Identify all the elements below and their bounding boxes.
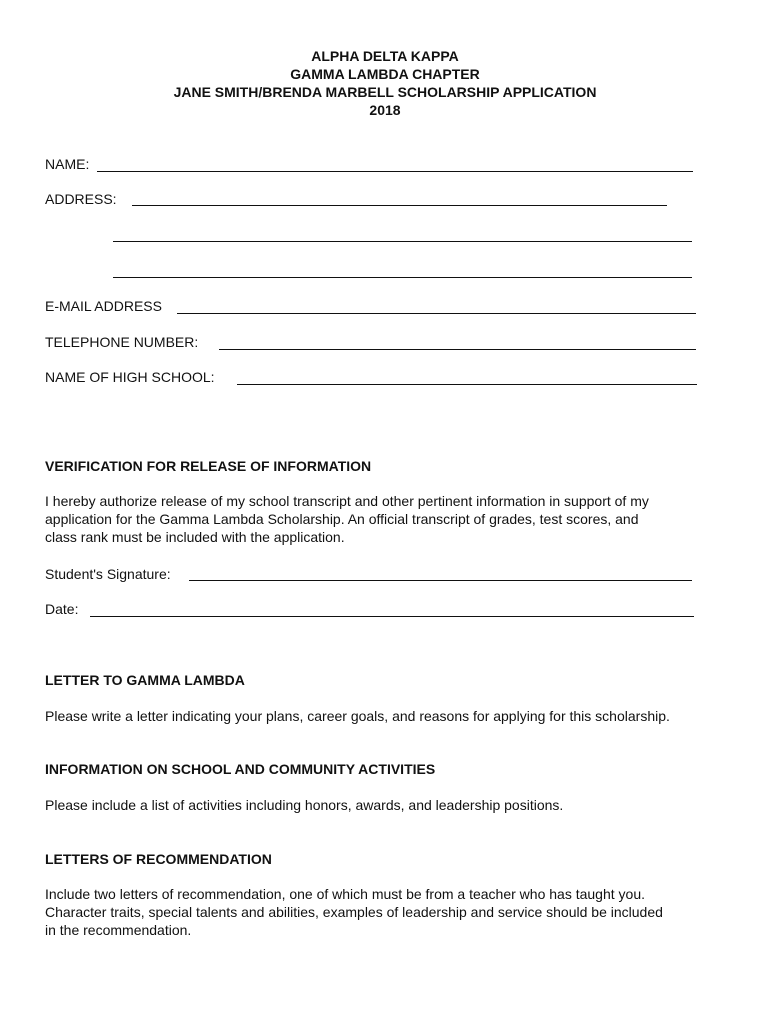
recommendation-text [45,885,735,939]
letter-text [45,707,735,725]
verification-text-line: I hereby authorize release of my school transcript and other pertinent information in support of my [45,493,649,509]
signature-line[interactable] [189,580,692,581]
document-header [0,47,770,119]
verification-title: VERIFICATION FOR RELEASE OF INFORMATION [45,458,372,474]
name-label: NAME: [45,156,90,172]
letter-title: LETTER TO GAMMA LAMBDA [45,672,245,688]
signature-label: Student's Signature: [45,566,171,582]
date-line[interactable] [90,616,694,617]
telephone-label: TELEPHONE NUMBER: [45,334,199,350]
verification-text [45,492,735,546]
email-label: E-MAIL ADDRESS [45,298,162,314]
address-line-1[interactable] [132,205,667,206]
address-label: ADDRESS: [45,191,117,207]
activities-text [45,796,735,814]
verification-text-line: class rank must be included with the application. [45,529,345,545]
verification-text-line: application for the Gamma Lambda Scholarship. An official transcript of grades, test scores, and [45,511,639,527]
header-scholarship-title: JANE SMITH/BRENDA MARBELL SCHOLARSHIP APPLICATION [173,84,597,100]
telephone-line[interactable] [219,349,696,350]
recommendation-title: LETTERS OF RECOMMENDATION [45,851,272,867]
recommendation-text-line: Include two letters of recommendation, one of which must be from a teacher who has taught you. [45,886,645,902]
date-label: Date: [45,601,79,617]
letter-text-line: Please write a letter indicating your plans, career goals, and reasons for applying for this scholarship. [45,708,670,724]
activities-text-line: Please include a list of activities including honors, awards, and leadership positions. [45,797,564,813]
header-year: 2018 [369,102,401,118]
high-school-line[interactable] [237,384,697,385]
header-organization: ALPHA DELTA KAPPA [311,48,459,64]
header-chapter: GAMMA LAMBDA CHAPTER [290,66,480,82]
activities-title: INFORMATION ON SCHOOL AND COMMUNITY ACTIVITIES [45,761,436,777]
email-line[interactable] [177,313,696,314]
recommendation-text-line: in the recommendation. [45,922,192,938]
name-line[interactable] [97,171,693,172]
address-line-2[interactable] [113,241,692,242]
recommendation-text-line: Character traits, special talents and abilities, examples of leadership and service should be included [45,904,663,920]
high-school-label: NAME OF HIGH SCHOOL: [45,369,215,385]
address-line-3[interactable] [113,277,692,278]
